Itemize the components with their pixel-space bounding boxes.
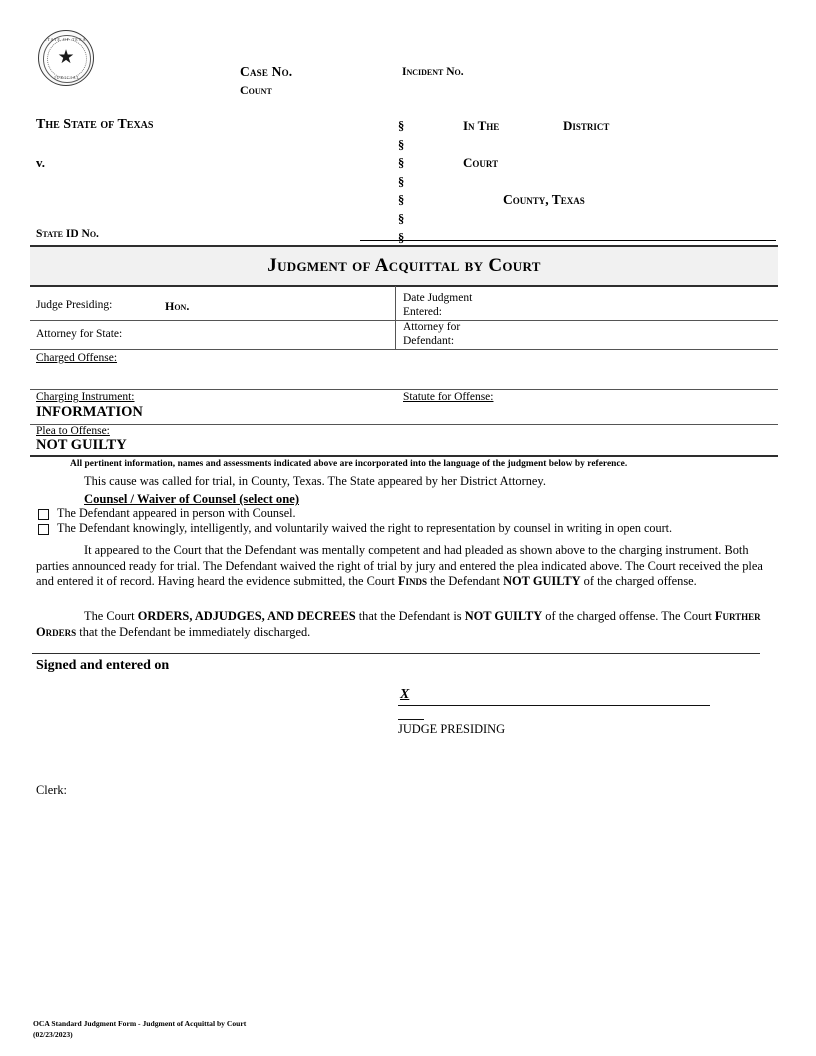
title-band-bottom-rule	[30, 285, 778, 287]
attorney-for-defendant-label-line1: Attorney for	[403, 321, 461, 333]
plea-to-offense-label: Plea to Offense:	[36, 425, 110, 437]
caption-district: District	[563, 118, 610, 133]
caption-county-texas: County, Texas	[503, 192, 585, 207]
counsel-waiver-heading: Counsel / Waiver of Counsel (select one)	[84, 492, 300, 506]
caption-state-id-label: State ID No.	[36, 228, 99, 240]
page-title: Judgment of Acquittal by Court	[267, 255, 541, 276]
count-label: Count	[240, 83, 272, 97]
incorporation-fineprint: All pertinent information, names and assessments indicated above are incorporated into the language of the judgment below by reference.	[70, 459, 628, 469]
field-rule-5	[30, 455, 778, 457]
signature-section-rule	[32, 653, 760, 654]
caption-versus: v.	[36, 155, 46, 170]
cause-called-paragraph: This cause was called for trial, in County, Texas. The State appeared by her District Attorney.	[84, 474, 546, 488]
signature-x-mark: X	[400, 687, 410, 702]
footer-line-2: (02/23/2023)	[33, 1030, 73, 1039]
charging-instrument-value[interactable]: INFORMATION	[36, 404, 143, 420]
field-rule-3	[30, 389, 778, 390]
caption-section-symbols: § § § § § § §	[398, 119, 405, 245]
signature-short-line	[398, 719, 424, 720]
caption-state-party: The State of Texas	[36, 117, 154, 132]
clerk-label: Clerk:	[36, 783, 67, 797]
seal-top-text: STATE OF TEXAS	[44, 36, 90, 42]
field-vertical-rule	[395, 286, 396, 349]
form-footer	[33, 1018, 246, 1040]
judge-presiding-value[interactable]: Hon.	[165, 299, 190, 313]
caption-in-the: In The	[463, 118, 500, 133]
case-no-label: Case No.	[240, 64, 293, 79]
charging-instrument-label: Charging Instrument:	[36, 391, 135, 403]
judge-presiding-caption: JUDGE PRESIDING	[398, 722, 506, 736]
checkbox-waived-counsel[interactable]	[38, 524, 49, 535]
seal-star-icon: ★	[57, 47, 75, 69]
orders-paragraph: The Court ORDERS, ADJUDGES, AND DECREES that the Defendant is NOT GUILTY of the charged offense. The Court Further Orders that the Defendant be immediately discharged.	[36, 609, 761, 639]
footer-line-1: OCA Standard Judgment Form - Judgment of Acquittal by Court	[33, 1019, 247, 1028]
texas-state-seal-icon	[38, 30, 94, 86]
checkbox-appeared-with-counsel-label: The Defendant appeared in person with Counsel.	[57, 506, 296, 520]
field-rule-2	[30, 349, 778, 350]
date-judgment-label-line2: Entered:	[403, 306, 442, 318]
seal-bottom-text: JUDICIAL	[53, 75, 81, 80]
field-rule-4	[30, 424, 778, 425]
charged-offense-label: Charged Offense:	[36, 352, 118, 364]
statute-for-offense-label: Statute for Offense:	[403, 391, 494, 403]
plea-to-offense-value[interactable]: NOT GUILTY	[36, 437, 127, 453]
signed-and-entered-label: Signed and entered on	[36, 658, 170, 673]
caption-underline	[360, 240, 776, 241]
signature-line[interactable]	[398, 705, 710, 706]
incident-no-label: Incident No.	[402, 66, 464, 78]
attorney-for-defendant-label-line2: Defendant:	[403, 335, 455, 347]
date-judgment-label-line1: Date Judgment	[403, 292, 473, 304]
judge-presiding-label: Judge Presiding:	[36, 299, 113, 311]
attorney-for-state-label: Attorney for State:	[36, 328, 123, 340]
competency-paragraph: It appeared to the Court that the Defendant was mentally competent and had pleaded as shown above to the charging instrument. Both parties announced ready for trial. The Defendant waived the right of trial by jury and entered the plea indicated above. The Court received the plea and entered it of record. Having heard the evidence submitted, the Court Finds the Defendant NOT GUILTY of the charged offense.	[36, 543, 763, 589]
checkbox-waived-counsel-label: The Defendant knowingly, intelligently, and voluntarily waived the right to representation by counsel in writing in open court.	[57, 521, 673, 535]
caption-court: Court	[463, 155, 499, 170]
checkbox-appeared-with-counsel[interactable]	[38, 509, 49, 520]
